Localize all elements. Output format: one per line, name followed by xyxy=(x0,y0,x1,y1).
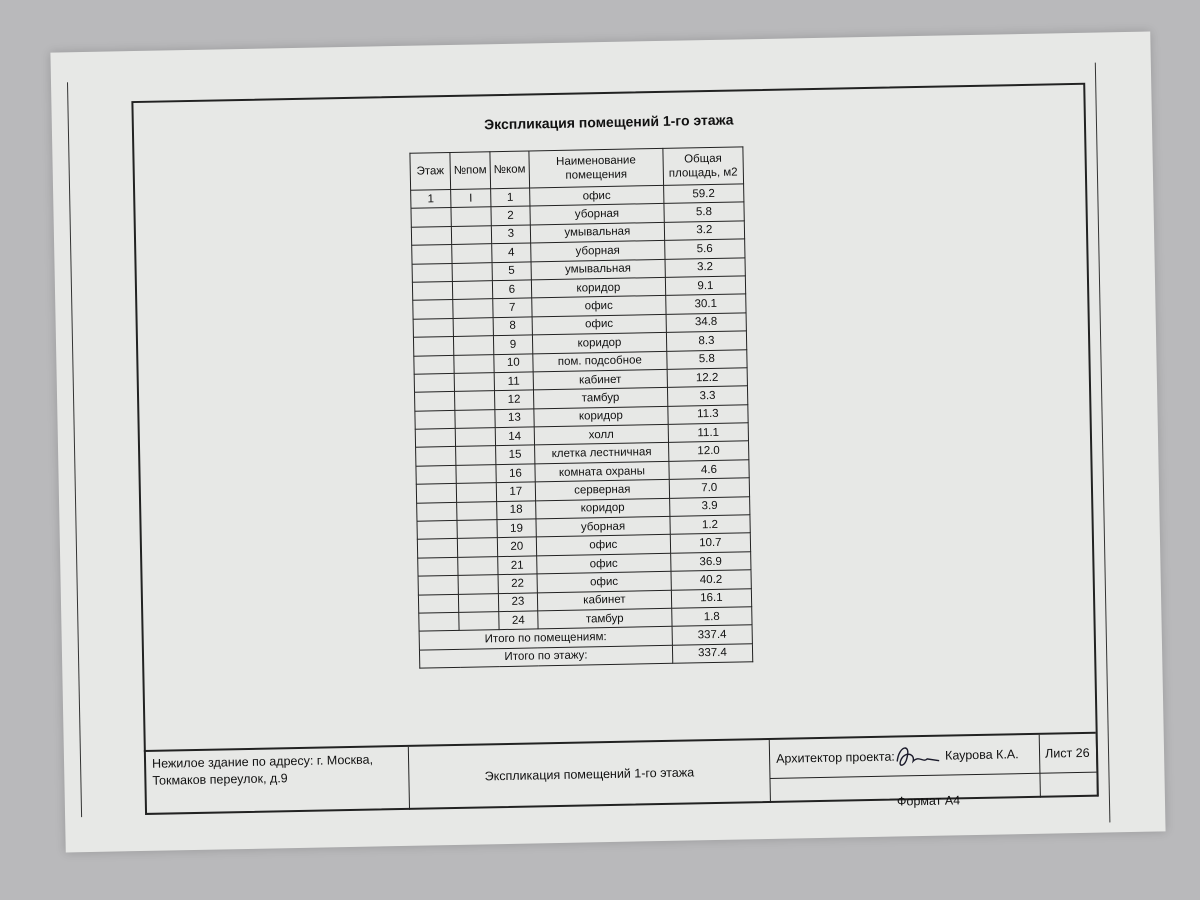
room-number-cell: 9 xyxy=(493,335,532,354)
room-number-cell: 4 xyxy=(492,243,531,262)
room-name-cell: коридор xyxy=(531,277,665,298)
explication-table xyxy=(409,146,753,668)
address-line-1: Нежилое здание по адресу: г. Москва, xyxy=(151,752,374,771)
room-area-cell: 9.1 xyxy=(665,276,745,296)
room-area-cell: 1.8 xyxy=(672,607,752,627)
room-name-cell: коридор xyxy=(535,498,669,519)
premise-cell: I xyxy=(451,189,491,208)
floor-cell xyxy=(417,539,457,558)
room-name-cell: офис xyxy=(536,535,670,556)
room-name-cell: уборная xyxy=(530,204,664,225)
room-area-cell: 5.6 xyxy=(665,239,745,259)
room-area-cell: 40.2 xyxy=(671,570,751,590)
room-name-cell: офис xyxy=(537,572,671,593)
sheet-divider xyxy=(1039,772,1096,774)
room-number-cell: 11 xyxy=(494,372,533,391)
floor-cell xyxy=(418,557,458,576)
premise-cell xyxy=(457,538,497,557)
header-room-name: Наименование помещения xyxy=(529,148,664,188)
room-number-cell: 16 xyxy=(496,464,535,483)
room-number-cell: 24 xyxy=(499,611,538,630)
floor-cell xyxy=(415,392,455,411)
room-area-cell: 1.2 xyxy=(670,515,750,535)
premise-cell xyxy=(454,354,494,373)
room-area-cell: 5.8 xyxy=(667,349,747,369)
premise-cell xyxy=(451,225,491,244)
floor-cell xyxy=(411,208,451,227)
room-name-cell: кабинет xyxy=(533,369,667,390)
premise-cell xyxy=(458,593,498,612)
table-header-row xyxy=(410,147,744,190)
binding-margin-line xyxy=(67,82,82,817)
room-area-cell: 4.6 xyxy=(669,460,749,480)
floor-cell xyxy=(414,355,454,374)
doc-name: Экспликация помещений 1-го этажа xyxy=(484,765,695,784)
room-name-cell: офис xyxy=(532,314,666,335)
premise-cell xyxy=(453,317,493,336)
signature-icon xyxy=(893,741,942,772)
sheet-number: Лист 26 xyxy=(1044,745,1090,761)
room-number-cell: 2 xyxy=(491,206,530,225)
document-sheet xyxy=(50,32,1165,853)
floor-cell xyxy=(419,612,459,631)
premise-cell xyxy=(452,262,492,281)
room-number-cell: 3 xyxy=(491,225,530,244)
premise-cell xyxy=(459,612,499,631)
room-area-cell: 3.9 xyxy=(669,496,749,516)
floor-cell xyxy=(415,429,455,448)
premise-cell xyxy=(456,465,496,484)
floor-cell xyxy=(413,300,453,319)
floor-cell xyxy=(415,410,455,429)
room-name-cell: кабинет xyxy=(537,590,671,611)
floor-cell xyxy=(414,373,454,392)
room-number-cell: 23 xyxy=(498,592,537,611)
room-name-cell: холл xyxy=(534,424,668,445)
premise-cell xyxy=(452,281,492,300)
floor-cell xyxy=(411,226,451,245)
room-area-cell: 10.7 xyxy=(670,533,750,553)
room-area-cell: 7.0 xyxy=(669,478,749,498)
room-number-cell: 17 xyxy=(496,482,535,501)
premise-cell xyxy=(456,483,496,502)
room-name-cell: умывальная xyxy=(530,222,664,243)
room-name-cell: серверная xyxy=(535,480,669,501)
floor-cell xyxy=(412,281,452,300)
room-number-cell: 10 xyxy=(494,353,533,372)
room-name-cell: офис xyxy=(529,185,663,206)
header-room-no: №ком xyxy=(490,151,530,189)
header-premise-no: №пом xyxy=(450,152,491,190)
room-area-cell: 3.3 xyxy=(667,386,747,406)
address-cell xyxy=(144,747,410,815)
address-line-2: Токмаков переулок, д.9 xyxy=(152,771,288,788)
room-number-cell: 1 xyxy=(490,188,529,207)
floor-cell xyxy=(413,318,453,337)
premise-cell xyxy=(453,336,493,355)
premise-cell xyxy=(455,409,495,428)
floor-cell xyxy=(416,484,456,503)
drawing-frame xyxy=(131,83,1099,815)
floor-cell xyxy=(417,520,457,539)
floor-cell xyxy=(417,502,457,521)
room-area-cell: 30.1 xyxy=(666,294,746,314)
premise-cell xyxy=(457,520,497,539)
floor-cell xyxy=(412,263,452,282)
room-number-cell: 7 xyxy=(493,298,532,317)
room-number-cell: 18 xyxy=(496,501,535,520)
room-area-cell: 12.0 xyxy=(668,441,748,461)
total-floor-value: 337.4 xyxy=(672,644,752,664)
room-area-cell: 34.8 xyxy=(666,313,746,333)
room-name-cell: уборная xyxy=(531,241,665,262)
room-name-cell: умывальная xyxy=(531,259,665,280)
architect-name: Каурова К.А. xyxy=(944,747,1019,763)
premise-cell xyxy=(458,556,498,575)
floor-cell xyxy=(418,576,458,595)
doc-name-cell xyxy=(409,740,771,810)
premise-cell xyxy=(453,299,493,318)
premise-cell xyxy=(455,428,495,447)
room-number-cell: 12 xyxy=(494,390,533,409)
premise-cell xyxy=(455,391,495,410)
sheet-number-cell xyxy=(1039,734,1098,798)
paper-format: Формат А4 xyxy=(896,793,961,809)
room-area-cell: 3.2 xyxy=(665,257,745,277)
total-rooms-label: Итого по помещениям: xyxy=(419,627,672,650)
floor-cell xyxy=(416,465,456,484)
room-number-cell: 22 xyxy=(498,574,537,593)
total-floor-label: Итого по этажу: xyxy=(419,645,672,668)
room-number-cell: 5 xyxy=(492,262,531,281)
premise-cell xyxy=(458,575,498,594)
premise-cell xyxy=(457,501,497,520)
floor-cell xyxy=(416,447,456,466)
room-name-cell: коридор xyxy=(532,332,666,353)
architect-label: Архитектор проекта: xyxy=(775,749,895,766)
architect-row xyxy=(769,735,1040,779)
room-area-cell: 11.3 xyxy=(668,404,748,424)
room-area-cell: 36.9 xyxy=(671,552,751,572)
floor-cell: 1 xyxy=(411,189,451,208)
premise-cell xyxy=(452,244,492,263)
header-area: Общая площадь, м2 xyxy=(663,147,744,186)
premise-cell xyxy=(456,446,496,465)
room-name-cell: пом. подсобное xyxy=(533,351,667,372)
room-area-cell: 12.2 xyxy=(667,368,747,388)
room-area-cell: 11.1 xyxy=(668,423,748,443)
room-area-cell: 8.3 xyxy=(666,331,746,351)
room-name-cell: тамбур xyxy=(533,388,667,409)
room-area-cell: 16.1 xyxy=(671,588,751,608)
premise-cell xyxy=(454,373,494,392)
room-name-cell: офис xyxy=(532,296,666,317)
floor-cell xyxy=(413,337,453,356)
header-floor: Этаж xyxy=(410,152,451,190)
room-name-cell: офис xyxy=(537,553,671,574)
document-title: Экспликация помещений 1-го этажа xyxy=(484,111,734,133)
room-number-cell: 21 xyxy=(498,556,537,575)
room-number-cell: 14 xyxy=(495,427,534,446)
total-rooms-value: 337.4 xyxy=(672,625,752,645)
room-name-cell: комната охраны xyxy=(535,461,669,482)
room-area-cell: 3.2 xyxy=(664,221,744,241)
room-number-cell: 8 xyxy=(493,317,532,336)
room-area-cell: 59.2 xyxy=(663,184,743,204)
table-body xyxy=(411,184,752,632)
floor-cell xyxy=(418,594,458,613)
premise-cell xyxy=(451,207,491,226)
room-number-cell: 13 xyxy=(495,409,534,428)
room-number-cell: 20 xyxy=(497,537,536,556)
room-number-cell: 19 xyxy=(497,519,536,538)
room-name-cell: тамбур xyxy=(538,608,672,629)
floor-cell xyxy=(412,245,452,264)
architect-cell xyxy=(769,735,1041,803)
room-number-cell: 6 xyxy=(492,280,531,299)
room-name-cell: клетка лестничная xyxy=(534,443,668,464)
room-area-cell: 5.8 xyxy=(664,202,744,222)
room-number-cell: 15 xyxy=(495,445,534,464)
room-name-cell: уборная xyxy=(536,516,670,537)
room-name-cell: коридор xyxy=(534,406,668,427)
